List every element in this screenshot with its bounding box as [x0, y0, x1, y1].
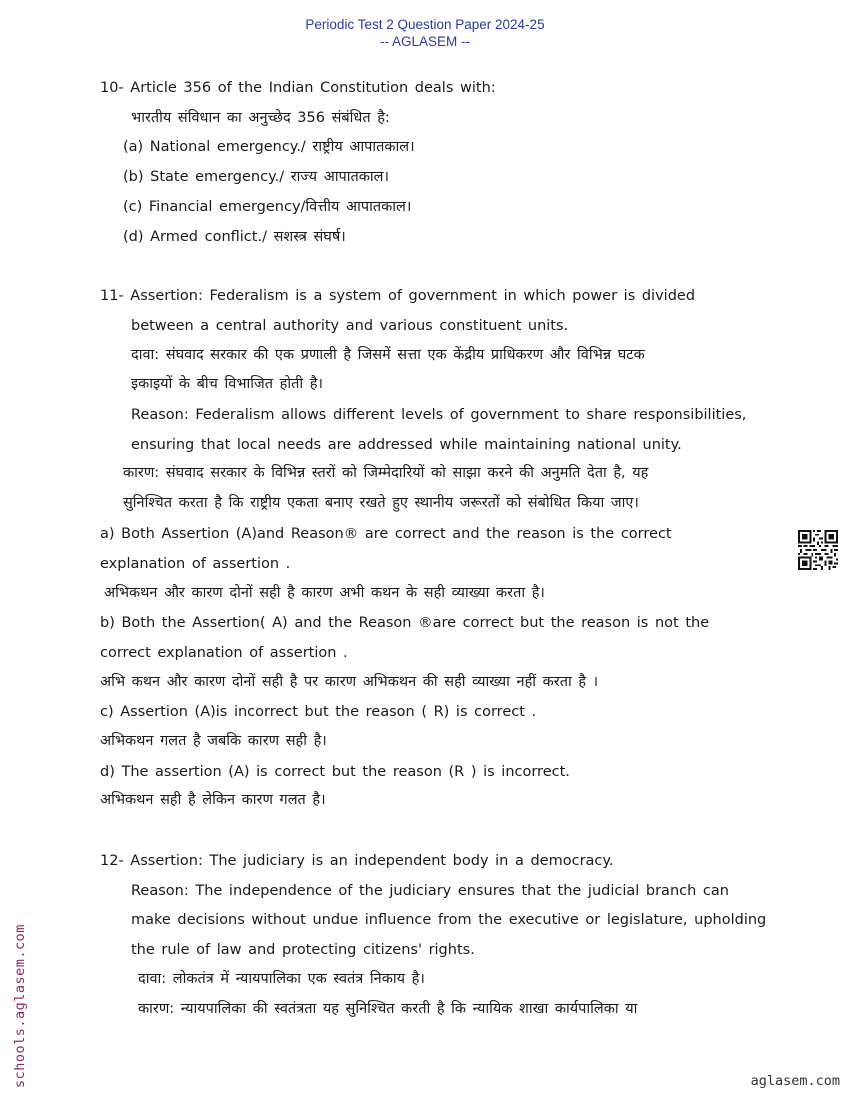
q11-option-a-hindi: अभिकथन और कारण दोनों सही है कारण अभी कथन के सही व्याख्या करता है। [104, 585, 545, 601]
q10-option-a: (a) National emergency./ राष्ट्रीय आपातकाल। [123, 139, 415, 155]
q12-reason-line3: the rule of law and protecting citizens' rights. [131, 942, 475, 958]
q10-question-hindi: भारतीय संविधान का अनुच्छेद 356 संबंधित है: [131, 110, 390, 126]
side-watermark: schools.aglasem.com [12, 924, 28, 1088]
q11-option-a-line2: explanation of assertion . [100, 556, 291, 572]
q11-reason-line2: ensuring that local needs are addressed while maintaining national unity. [131, 437, 682, 453]
q11-option-b-hindi: अभि कथन और कारण दोनों सही है पर कारण अभिकथन की सही व्याख्या नहीं करता है । [100, 674, 599, 690]
q12-reason-line2: make decisions without undue influence from the executive or legislature, upholding [131, 912, 767, 928]
paper-title: Periodic Test 2 Question Paper 2024-25 [305, 17, 545, 32]
q11-option-b-line2: correct explanation of assertion . [100, 645, 348, 661]
q11-reason-line1: Reason: Federalism allows different levels of government to share responsibilities, [131, 407, 747, 423]
q10-option-d: (d) Armed conflict./ सशस्त्र संघर्ष। [123, 229, 346, 245]
q11-option-d-hindi: अभिकथन सही है लेकिन कारण गलत है। [100, 792, 326, 808]
q11-option-c-line1: c) Assertion (A)is incorrect but the reason ( R) is correct . [100, 704, 537, 720]
q11-assertion-line2: between a central authority and various constituent units. [131, 318, 569, 334]
q12-assertion: 12- Assertion: The judiciary is an independent body in a democracy. [100, 853, 614, 869]
q12-reason-hindi: कारण: न्यायपालिका की स्वतंत्रता यह सुनिश्चित करती है कि न्यायिक शाखा कार्यपालिका या [138, 1001, 638, 1017]
q10-question: 10- Article 356 of the Indian Constitution deals with: [100, 80, 496, 96]
q10-option-b: (b) State emergency./ राज्य आपातकाल। [123, 169, 389, 185]
q11-option-c-hindi: अभिकथन गलत है जबकि कारण सही है। [100, 733, 327, 749]
q11-option-d-line1: d) The assertion (A) is correct but the reason (R ) is incorrect. [100, 764, 570, 780]
page-header [0, 16, 850, 50]
qr-code-icon [798, 530, 838, 570]
q11-assertion-hindi-line2: इकाइयों के बीच विभाजित होती है। [131, 376, 323, 392]
q12-reason-line1: Reason: The independence of the judiciary ensures that the judicial branch can [131, 883, 729, 899]
q11-assertion-hindi-line1: दावा: संघवाद सरकार की एक प्रणाली है जिसमें सत्ता एक केंद्रीय प्राधिकरण और विभिन्न घटक [131, 347, 645, 363]
q11-option-b-line1: b) Both the Assertion( A) and the Reason ®are correct but the reason is not the [100, 615, 710, 631]
q10-option-c: (c) Financial emergency/वित्तीय आपातकाल। [123, 199, 412, 215]
q11-reason-hindi-line2: सुनिश्चित करता है कि राष्ट्रीय एकता बनाए रखते हुए स्थानीय जरूरतों को संबोधित किया जाए। [123, 495, 639, 511]
q11-reason-hindi-line1: कारण: संघवाद सरकार के विभिन्न स्तरों को जिम्मेदारियों को साझा करने की अनुमति देता है, यह [123, 465, 649, 481]
q11-assertion-line1: 11- Assertion: Federalism is a system of government in which power is divided [100, 288, 696, 304]
q12-assertion-hindi: दावा: लोकतंत्र में न्यायपालिका एक स्वतंत्र निकाय है। [138, 971, 425, 987]
paper-subtitle: -- AGLASEM -- [379, 34, 470, 49]
footer-watermark: aglasem.com [750, 1073, 840, 1089]
q11-option-a-line1: a) Both Assertion (A)and Reason® are correct and the reason is the correct [100, 526, 672, 542]
